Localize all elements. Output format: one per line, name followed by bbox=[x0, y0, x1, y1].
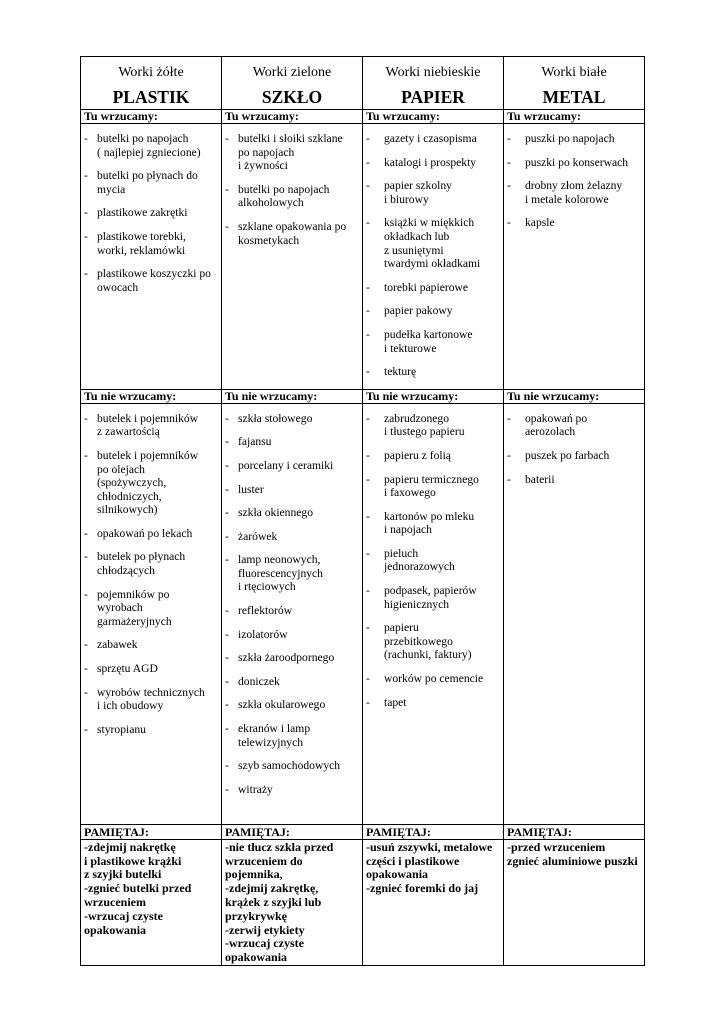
list-item bbox=[225, 132, 358, 173]
bullet-dash: - bbox=[366, 216, 370, 230]
list-item bbox=[225, 183, 358, 210]
bullet-dash: - bbox=[225, 435, 229, 449]
item-text: styropianu bbox=[97, 722, 146, 736]
item-text: podpasek, papierów higienicznych bbox=[384, 584, 477, 611]
item-text: papieru termicznego i faxowego bbox=[384, 472, 479, 500]
list-item bbox=[366, 696, 499, 710]
reminder-glass bbox=[222, 824, 363, 965]
reminder-text: -przed wrzuceniem zgnieć aluminiowe puszki bbox=[507, 839, 638, 868]
bullet-dash: - bbox=[366, 472, 370, 486]
reminder-title: PAMIĘTAJ: bbox=[363, 826, 503, 840]
item-text: pudełka kartonowe i tekturowe bbox=[384, 327, 473, 355]
bullet-dash: - bbox=[84, 267, 88, 281]
list-item bbox=[84, 550, 217, 577]
material-name: METAL bbox=[542, 87, 606, 107]
item-text: butelki po napojach alkoholowych bbox=[238, 182, 330, 210]
item-text: szkła okularowego bbox=[238, 698, 326, 712]
list-item bbox=[225, 530, 358, 544]
bullet-dash: - bbox=[366, 448, 370, 462]
bullet-dash: - bbox=[84, 411, 88, 425]
item-text: papieru przebitkowego (rachunki, faktury) bbox=[384, 621, 472, 662]
item-text: zabrudzonego i tłustego papieru bbox=[384, 411, 465, 439]
item-text: plastikowe zakrętki bbox=[97, 206, 188, 220]
bullet-dash: - bbox=[366, 411, 370, 425]
item-text: pojemników po wyrobach garmażeryjnych bbox=[97, 587, 172, 628]
bullet-dash: - bbox=[84, 132, 88, 145]
bullet-dash: - bbox=[84, 550, 88, 564]
bullet-dash: - bbox=[84, 169, 88, 183]
list-item bbox=[84, 588, 217, 629]
rejected-label: Tu nie wrzucamy: bbox=[81, 389, 222, 403]
material-name: PAPIER bbox=[401, 87, 465, 107]
bullet-dash: - bbox=[225, 529, 229, 543]
item-text: szyb samochodowych bbox=[238, 759, 341, 773]
item-list bbox=[225, 412, 358, 797]
item-text: zabawek bbox=[97, 638, 138, 652]
item-text: szkła okiennego bbox=[238, 506, 314, 520]
item-text: gazety i czasopisma bbox=[384, 132, 477, 145]
reminder-text: -nie tłucz szkła przed wrzuceniem do pojemnika, -zdejmij zakrętkę, krążek z szyjki lub przykrywkę -zerwij etykiety -wrzucaj czyste opakowania bbox=[225, 839, 334, 965]
bullet-dash: - bbox=[225, 482, 229, 496]
list-item bbox=[225, 435, 358, 449]
item-text: papieru z folią bbox=[384, 448, 451, 462]
bullet-dash: - bbox=[84, 685, 88, 699]
item-list bbox=[366, 412, 499, 710]
bullet-dash: - bbox=[366, 672, 370, 686]
list-item bbox=[225, 698, 358, 712]
reminder-text: -usuń zszywki, metalowe części i plastikowe opakowania -zgnieć foremki do jaj bbox=[366, 839, 493, 896]
column-header-plastic bbox=[81, 57, 222, 110]
accepted-label: Tu wrzucamy: bbox=[81, 110, 222, 124]
list-item bbox=[366, 179, 499, 206]
list-item bbox=[507, 216, 640, 230]
bullet-dash: - bbox=[366, 280, 370, 294]
bullet-dash: - bbox=[366, 155, 370, 169]
list-item bbox=[366, 156, 499, 170]
list-item bbox=[507, 132, 640, 146]
bullet-dash: - bbox=[366, 695, 370, 709]
bullet-dash: - bbox=[84, 448, 88, 462]
reminder-text: -zdejmij nakrętkę i plastikowe krążki z szyjki butelki -zgnieć butelki przed wrzuceniem -wrzucaj czyste opakowania bbox=[84, 839, 192, 937]
list-item bbox=[84, 449, 217, 517]
material-name: PLASTIK bbox=[112, 87, 190, 107]
list-item bbox=[84, 723, 217, 737]
item-text: kapsle bbox=[525, 216, 555, 230]
list-item bbox=[84, 686, 217, 713]
list-item bbox=[84, 412, 217, 439]
item-text: sprzętu AGD bbox=[97, 662, 158, 676]
column-header-glass bbox=[222, 57, 363, 110]
bag-color: Worki niebieskie bbox=[385, 65, 481, 80]
item-text: ekranów i lamp telewizyjnych bbox=[238, 722, 311, 749]
list-item bbox=[84, 206, 217, 220]
item-text: butelek i pojemników po olejach (spożywczych, chłodniczych, silnikowych) bbox=[97, 448, 199, 517]
list-item bbox=[366, 584, 499, 611]
item-text: puszki po konserwach bbox=[525, 155, 629, 169]
list-item bbox=[366, 365, 499, 379]
list-item bbox=[366, 547, 499, 574]
item-list bbox=[366, 132, 499, 379]
item-text: tekturę bbox=[384, 365, 417, 379]
accepted-label: Tu wrzucamy: bbox=[363, 110, 504, 124]
item-text: drobny złom żelazny i metale kolorowe bbox=[525, 179, 623, 206]
bullet-dash: - bbox=[225, 722, 229, 736]
item-text: opakowań po lekach bbox=[97, 526, 193, 540]
bullet-dash: - bbox=[225, 506, 229, 520]
rejected-label-row bbox=[81, 389, 645, 403]
bullet-dash: - bbox=[366, 365, 370, 379]
list-item bbox=[225, 506, 358, 520]
item-text: katalogi i prospekty bbox=[384, 155, 477, 169]
item-text: butelek i pojemników z zawartością bbox=[97, 411, 199, 439]
rejected-list-metal bbox=[504, 403, 645, 824]
bullet-dash: - bbox=[366, 179, 370, 193]
item-text: torebki papierowe bbox=[384, 280, 469, 294]
rejected-label: Tu nie wrzucamy: bbox=[363, 389, 504, 403]
item-text: fajansu bbox=[238, 435, 272, 449]
reminder-metal bbox=[504, 824, 645, 965]
item-list bbox=[507, 412, 640, 486]
list-item bbox=[225, 220, 358, 247]
bullet-dash: - bbox=[84, 638, 88, 652]
list-item bbox=[225, 483, 358, 497]
item-text: reflektorów bbox=[238, 604, 293, 618]
item-text: puszki po napojach bbox=[525, 132, 615, 145]
item-text: szkła stołowego bbox=[238, 411, 313, 425]
list-item bbox=[84, 230, 217, 257]
reminder-row bbox=[81, 824, 645, 965]
list-item bbox=[225, 459, 358, 473]
bullet-dash: - bbox=[225, 182, 229, 196]
bullet-dash: - bbox=[84, 206, 88, 220]
bullet-dash: - bbox=[507, 179, 511, 193]
reminder-title: PAMIĘTAJ: bbox=[504, 826, 644, 840]
list-item bbox=[225, 604, 358, 618]
list-item bbox=[366, 281, 499, 295]
item-text: izolatorów bbox=[238, 627, 288, 641]
accepted-list-glass bbox=[222, 124, 363, 390]
bullet-dash: - bbox=[507, 132, 511, 145]
list-item bbox=[84, 662, 217, 676]
bullet-dash: - bbox=[225, 627, 229, 641]
rejected-list-plastic bbox=[81, 403, 222, 824]
bullet-dash: - bbox=[366, 621, 370, 635]
item-text: butelek po płynach chłodzących bbox=[97, 550, 186, 578]
accepted-list-metal bbox=[504, 124, 645, 390]
bullet-dash: - bbox=[225, 698, 229, 712]
column-header-paper bbox=[363, 57, 504, 110]
bullet-dash: - bbox=[225, 782, 229, 796]
item-text: puszek po farbach bbox=[525, 448, 610, 462]
rejected-items-row bbox=[81, 403, 645, 824]
accepted-list-paper bbox=[363, 124, 504, 390]
item-text: plastikowe torebki, worki, reklamówki bbox=[97, 229, 186, 257]
list-item bbox=[366, 304, 499, 318]
material-name: SZKŁO bbox=[261, 87, 323, 107]
bullet-dash: - bbox=[225, 651, 229, 665]
bullet-dash: - bbox=[507, 472, 511, 486]
list-item bbox=[225, 783, 358, 797]
rejected-list-paper bbox=[363, 403, 504, 824]
bullet-dash: - bbox=[84, 587, 88, 601]
accepted-items-row bbox=[81, 124, 645, 390]
list-item bbox=[507, 179, 640, 206]
list-item bbox=[366, 510, 499, 537]
item-text: plastikowe koszyczki po owocach bbox=[97, 267, 211, 294]
list-item bbox=[366, 216, 499, 270]
list-item bbox=[366, 132, 499, 146]
item-text: szklane opakowania po kosmetykach bbox=[238, 219, 347, 247]
item-text: lamp neonowych, fluorescencyjnych i rtęciowych bbox=[238, 553, 323, 594]
item-text: tapet bbox=[384, 695, 407, 709]
reminder-title: PAMIĘTAJ: bbox=[222, 826, 362, 840]
accepted-list-plastic bbox=[81, 124, 222, 390]
item-text: butelki i słoiki szklane po napojach i żywności bbox=[238, 132, 343, 173]
list-item bbox=[507, 156, 640, 170]
bullet-dash: - bbox=[84, 526, 88, 540]
bullet-dash: - bbox=[366, 546, 370, 560]
rejected-label: Tu nie wrzucamy: bbox=[504, 389, 645, 403]
rejected-list-glass bbox=[222, 403, 363, 824]
item-list bbox=[507, 132, 640, 230]
item-text: butelki po napojach ( najlepiej zgniecione) bbox=[97, 132, 201, 159]
bullet-dash: - bbox=[225, 553, 229, 567]
item-text: doniczek bbox=[238, 674, 280, 688]
list-item bbox=[366, 328, 499, 355]
bullet-dash: - bbox=[84, 662, 88, 676]
accepted-label-row bbox=[81, 110, 645, 124]
item-text: luster bbox=[238, 482, 264, 496]
list-item bbox=[84, 527, 217, 541]
item-text: wyrobów technicznych i ich obudowy bbox=[97, 685, 205, 713]
list-item bbox=[225, 553, 358, 594]
item-text: kartonów po mleku i napojach bbox=[384, 509, 475, 537]
bullet-dash: - bbox=[507, 155, 511, 169]
list-item bbox=[366, 473, 499, 500]
item-text: worków po cemencie bbox=[384, 672, 484, 686]
accepted-label: Tu wrzucamy: bbox=[222, 110, 363, 124]
bag-color: Worki żółte bbox=[118, 65, 184, 80]
bullet-dash: - bbox=[84, 722, 88, 736]
reminder-title: PAMIĘTAJ: bbox=[81, 826, 221, 840]
bullet-dash: - bbox=[225, 759, 229, 773]
rejected-label: Tu nie wrzucamy: bbox=[222, 389, 363, 403]
list-item bbox=[366, 449, 499, 463]
list-item bbox=[225, 759, 358, 773]
item-text: baterii bbox=[525, 472, 555, 486]
list-item bbox=[507, 449, 640, 463]
item-list bbox=[84, 132, 217, 294]
bullet-dash: - bbox=[225, 219, 229, 233]
item-text: papier pakowy bbox=[384, 304, 453, 318]
bullet-dash: - bbox=[366, 132, 370, 145]
list-item bbox=[225, 722, 358, 749]
list-item bbox=[225, 675, 358, 689]
bullet-dash: - bbox=[507, 411, 511, 425]
item-text: butelki po płynach do mycia bbox=[97, 169, 198, 196]
item-text: pieluch jednorazowych bbox=[384, 546, 455, 574]
list-item bbox=[507, 412, 640, 439]
bullet-dash: - bbox=[366, 327, 370, 341]
item-text: opakowań po aerozolach bbox=[525, 411, 588, 439]
bullet-dash: - bbox=[366, 584, 370, 598]
list-item bbox=[366, 672, 499, 686]
accepted-label: Tu wrzucamy: bbox=[504, 110, 645, 124]
item-list bbox=[84, 412, 217, 737]
bullet-dash: - bbox=[366, 509, 370, 523]
list-item bbox=[84, 267, 217, 294]
list-item bbox=[225, 628, 358, 642]
bag-color: Worki białe bbox=[541, 65, 607, 80]
bullet-dash: - bbox=[225, 458, 229, 472]
bullet-dash: - bbox=[225, 411, 229, 425]
recycling-guide-table bbox=[80, 56, 645, 966]
bullet-dash: - bbox=[225, 132, 229, 145]
header-row bbox=[81, 57, 645, 110]
list-item bbox=[84, 169, 217, 196]
item-text: papier szkolny i biurowy bbox=[384, 179, 452, 206]
list-item bbox=[84, 638, 217, 652]
column-header-metal bbox=[504, 57, 645, 110]
reminder-paper bbox=[363, 824, 504, 965]
list-item bbox=[507, 473, 640, 487]
bullet-dash: - bbox=[84, 229, 88, 243]
bullet-dash: - bbox=[366, 304, 370, 318]
list-item bbox=[84, 132, 217, 159]
bag-color: Worki zielone bbox=[252, 65, 332, 80]
list-item bbox=[366, 621, 499, 662]
list-item bbox=[366, 412, 499, 439]
bullet-dash: - bbox=[225, 674, 229, 688]
item-text: porcelany i ceramiki bbox=[238, 458, 334, 472]
item-text: żarówek bbox=[238, 529, 278, 543]
bullet-dash: - bbox=[507, 448, 511, 462]
bullet-dash: - bbox=[507, 216, 511, 230]
reminder-plastic bbox=[81, 824, 222, 965]
item-list bbox=[225, 132, 358, 247]
item-text: książki w miękkich okładkach lub z usuniętymi twardymi okładkami bbox=[384, 216, 481, 271]
bullet-dash: - bbox=[225, 604, 229, 618]
item-text: witraży bbox=[238, 782, 273, 796]
list-item bbox=[225, 651, 358, 665]
item-text: szkła żaroodpornego bbox=[238, 651, 335, 665]
list-item bbox=[225, 412, 358, 426]
